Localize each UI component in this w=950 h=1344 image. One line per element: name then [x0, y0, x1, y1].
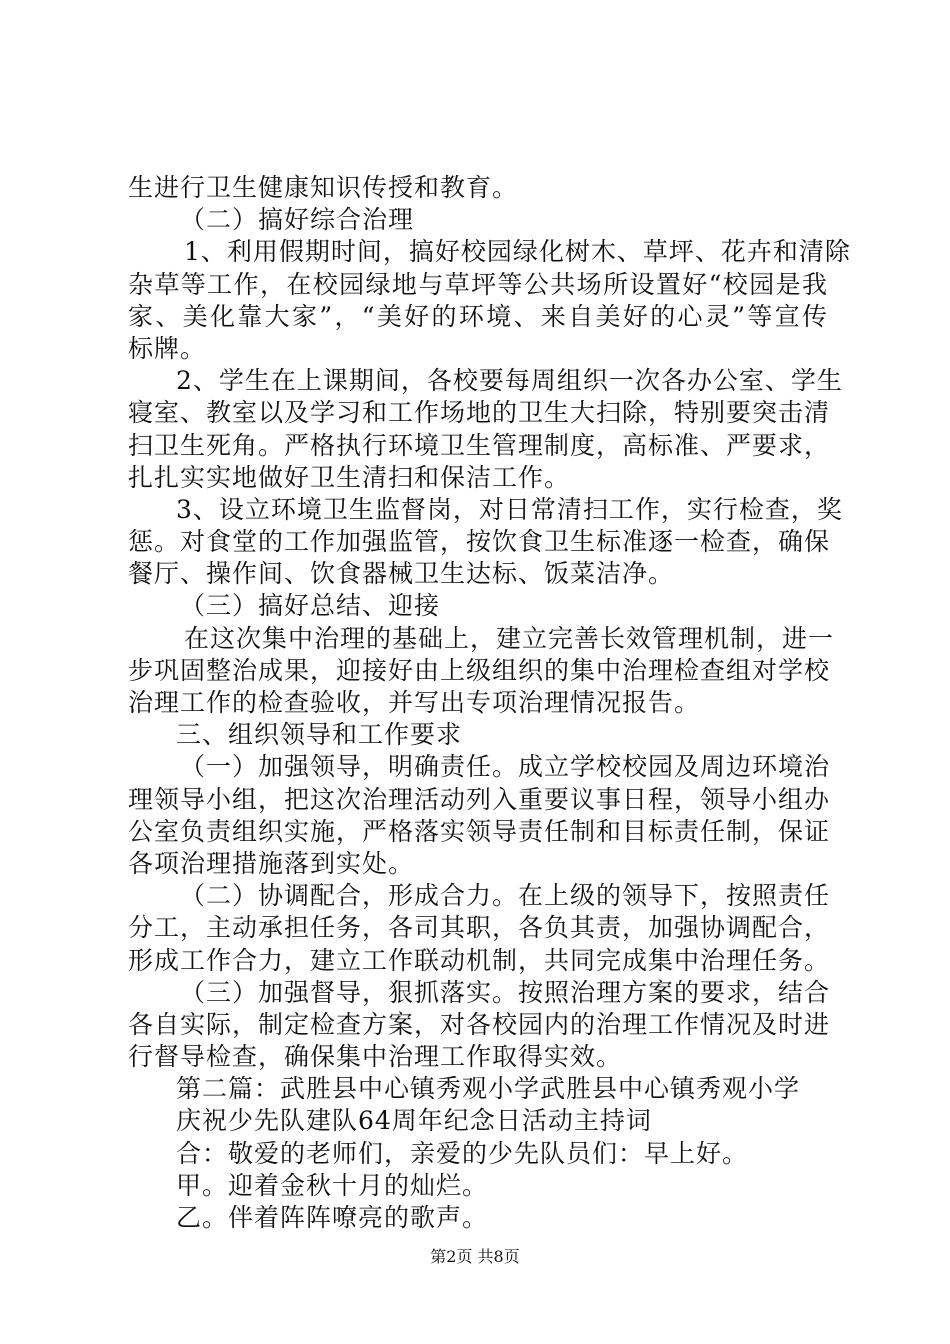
- paragraph-line: 步巩固整治成果，迎接好由上级组织的集中治理检查组对学校: [128, 655, 831, 685]
- paragraph-line: 甲。迎着金秋十月的灿烂。: [176, 1170, 489, 1200]
- paragraph-line: （一）加强领导，明确责任。成立学校校园及周边环境治: [180, 752, 831, 782]
- paragraph-line: 家、美化靠大家”，“美好的环境、来自美好的心灵”等宣传: [128, 301, 828, 331]
- paragraph-line: 公室负责组织实施，严格落实领导责任制和目标责任制，保证: [128, 816, 831, 846]
- paragraph-line: 扎扎实实地做好卫生清扫和保洁工作。: [128, 462, 571, 492]
- paragraph-line: 行督导检查，确保集中治理工作取得实效。: [128, 1042, 623, 1072]
- page-number: 第2页 共8页: [430, 1247, 520, 1266]
- paragraph-line: 3、设立环境卫生监督岗，对日常清扫工作，实行检查，奖: [176, 494, 843, 524]
- paragraph-line: 生进行卫生健康知识传授和教育。: [128, 173, 519, 202]
- paragraph-line: 2、学生在上课期间，各校要每周组织一次各办公室、学生: [176, 366, 843, 396]
- paragraph-line: 各自实际，制定检查方案，对各校园内的治理工作情况及时进: [128, 1009, 831, 1039]
- paragraph-line: 惩。对食堂的工作加强监管，按饮食卫生标准逐一检查，确保: [128, 527, 831, 557]
- section-heading: 第二篇：武胜县中心镇秀观小学武胜县中心镇秀观小学: [176, 1074, 801, 1104]
- paragraph-line: 各项治理措施落到实处。: [128, 848, 415, 878]
- paragraph-line: 1、利用假期时间，搞好校园绿化树木、草坪、花卉和清除: [184, 237, 851, 267]
- paragraph-line: （二）协调配合，形成合力。在上级的领导下，按照责任: [180, 881, 831, 911]
- paragraph-line: 寝室、教室以及学习和工作场地的卫生大扫除，特别要突击清: [128, 398, 831, 428]
- paragraph-line: 标牌。: [128, 333, 207, 363]
- body-text: [128, 172, 851, 1234]
- paragraph-line: 形成工作合力，建立工作联动机制，共同完成集中治理任务。: [128, 945, 831, 975]
- paragraph-line: 乙。伴着阵阵嘹亮的歌声。: [176, 1203, 489, 1232]
- paragraph-line: 庆祝少先队建队64周年纪念日活动主持词: [176, 1106, 652, 1136]
- paragraph-line: （三）加强督导，狠抓落实。按照治理方案的要求，结合: [180, 977, 831, 1007]
- paragraph-line: 餐厅、操作间、饮食器械卫生达标、饭菜洁净。: [128, 559, 675, 589]
- paragraph-line: 合：敬爱的老师们，亲爱的少先队员们：早上好。: [176, 1138, 749, 1168]
- paragraph-line: 杂草等工作，在校园绿地与草坪等公共场所设置好“校园是我: [128, 269, 828, 299]
- section-heading: （三）搞好总结、迎接: [180, 591, 441, 621]
- section-heading: 三、组织领导和工作要求: [176, 720, 463, 750]
- paragraph-line: 分工，主动承担任务，各司其职，各负其责，加强协调配合，: [128, 913, 831, 943]
- paragraph-line: 理领导小组，把这次治理活动列入重要议事日程，领导小组办: [128, 784, 831, 814]
- paragraph-line: 治理工作的检查验收，并写出专项治理情况报告。: [128, 688, 701, 717]
- section-heading: （二）搞好综合治理: [180, 205, 415, 235]
- paragraph-line: 扫卫生死角。严格执行环境卫生管理制度，高标准、严要求，: [128, 430, 831, 460]
- paragraph-line: 在这次集中治理的基础上，建立完善长效管理机制，进一: [184, 623, 835, 653]
